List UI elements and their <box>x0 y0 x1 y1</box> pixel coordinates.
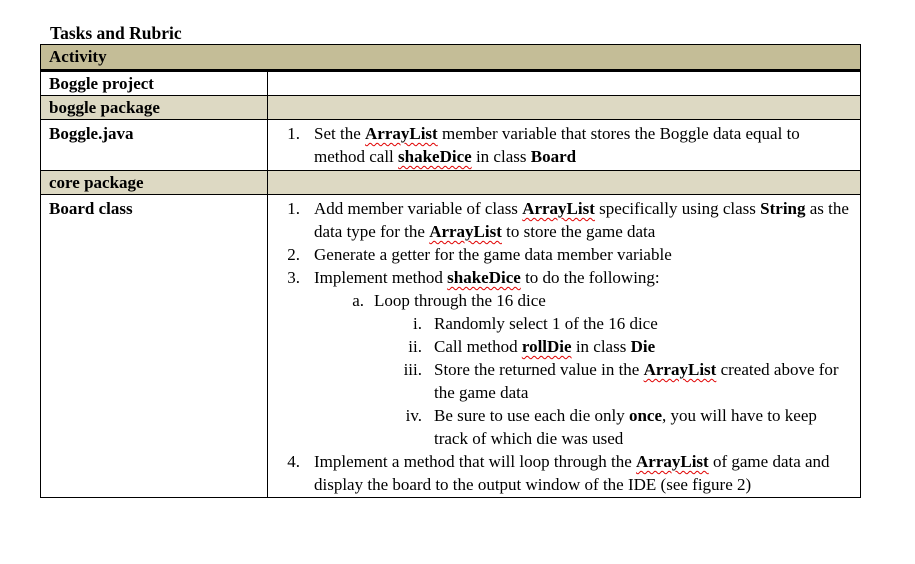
task-number: 4. <box>287 452 300 471</box>
task-text: specifically using class <box>594 199 761 218</box>
step-text: Store the returned value in the <box>434 360 644 379</box>
step-numeral: ii. <box>408 337 422 356</box>
step-list <box>374 312 852 450</box>
task-text: Set the <box>314 124 365 143</box>
table-row <box>41 71 861 96</box>
task-text: in class <box>471 147 531 166</box>
activity-header: Activity <box>41 45 861 71</box>
section-label-boggle-package: boggle package <box>41 96 268 120</box>
task-text: Generate a getter for the game data member variable <box>314 245 672 264</box>
document-title: Tasks and Rubric <box>50 23 182 43</box>
task-text: Implement method <box>314 268 448 287</box>
row-label-board-class: Board class <box>41 195 268 498</box>
task-number: 3. <box>287 268 300 287</box>
task-text: Implement a method that will loop through the <box>314 452 636 471</box>
task-list <box>276 122 852 168</box>
step-numeral: iii. <box>403 360 422 379</box>
row-label-boggle-java: Boggle.java <box>41 120 268 171</box>
section-label-core-package: core package <box>41 171 268 195</box>
task-item <box>276 243 852 266</box>
keyword-arraylist: ArrayList <box>522 199 595 218</box>
table-row <box>41 120 861 171</box>
step-item <box>374 404 852 450</box>
keyword-shakedice: shakeDice <box>398 147 472 166</box>
subtask-text: Loop through the 16 dice <box>374 291 546 310</box>
step-text: Randomly select 1 of the 16 dice <box>434 314 658 333</box>
table-header-row <box>41 45 861 71</box>
step-item <box>374 358 852 404</box>
keyword-string: String <box>760 199 806 218</box>
task-item <box>276 450 852 496</box>
row-content-empty <box>268 71 861 96</box>
keyword-shakedice: shakeDice <box>447 268 521 287</box>
task-number: 1. <box>287 124 300 143</box>
step-text: in class <box>571 337 631 356</box>
section-row <box>41 171 861 195</box>
keyword-once: once <box>628 406 663 425</box>
table-row <box>41 195 861 498</box>
step-text: Be sure to use each die only <box>434 406 629 425</box>
task-text: Add member variable of class <box>314 199 523 218</box>
task-item <box>276 122 852 168</box>
keyword-arraylist: ArrayList <box>365 124 438 143</box>
step-numeral: i. <box>413 314 422 333</box>
step-item <box>374 312 852 335</box>
task-item <box>276 266 852 450</box>
task-number: 1. <box>287 199 300 218</box>
step-numeral: iv. <box>405 406 422 425</box>
row-content-boggle-java <box>268 120 861 171</box>
task-item <box>276 197 852 243</box>
step-text: , you will have to keep track of which die was used <box>434 406 817 448</box>
keyword-rolldie: rollDie <box>521 337 572 356</box>
row-content-board-class <box>268 195 861 498</box>
subtask-letter: a. <box>352 291 364 310</box>
subtask-item <box>314 289 852 450</box>
keyword-arraylist: ArrayList <box>429 222 502 241</box>
section-content-empty <box>268 171 861 195</box>
step-text: Call method <box>434 337 522 356</box>
task-text: to do the following: <box>520 268 660 287</box>
task-text: to store the game data <box>501 222 656 241</box>
task-number: 2. <box>287 245 300 264</box>
keyword-die: Die <box>630 337 656 356</box>
keyword-board: Board <box>530 147 577 166</box>
tasks-rubric-table <box>40 44 861 498</box>
subtask-list <box>314 289 852 450</box>
task-text: of game data and display the board to the output window of the IDE (see figure 2) <box>314 452 830 494</box>
task-text: as the data type for the <box>314 199 849 241</box>
step-item <box>374 335 852 358</box>
task-text: member variable that stores the Boggle data equal to method call <box>314 124 800 166</box>
keyword-arraylist: ArrayList <box>636 452 709 471</box>
keyword-arraylist: ArrayList <box>643 360 717 379</box>
task-list <box>276 197 852 496</box>
step-text: created above for the game data <box>434 360 839 402</box>
row-label-boggle-project: Boggle project <box>41 71 268 96</box>
section-content-empty <box>268 96 861 120</box>
section-row <box>41 96 861 120</box>
